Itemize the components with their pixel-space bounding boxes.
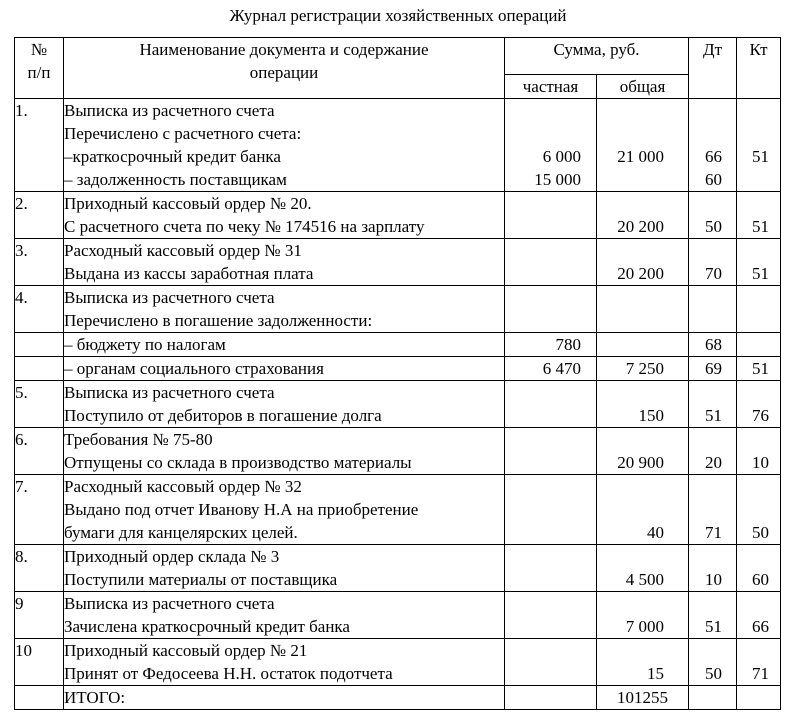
- total-amount-value: 21 000: [617, 147, 664, 166]
- credit-account-value: [737, 286, 780, 309]
- partial-amount-value: [505, 451, 596, 474]
- row-number: [15, 381, 64, 428]
- total-amount: [597, 475, 689, 545]
- row-number: [15, 357, 64, 381]
- description-line: – задолженность поставщикам: [64, 170, 287, 189]
- row-number-value: 6.: [15, 430, 28, 449]
- table-row: [15, 333, 781, 357]
- total-amount: [597, 192, 689, 239]
- debit-account-value: [689, 286, 736, 309]
- description-line: Расходный кассовый ордер № 32: [64, 477, 302, 496]
- total-credit-cell: [737, 686, 781, 710]
- credit-account: [737, 381, 781, 428]
- credit-account-value: [737, 545, 780, 568]
- description-line: – органам социального страхования: [64, 359, 324, 378]
- total-amount-value: 20 900: [617, 453, 664, 472]
- table-row: [15, 192, 781, 239]
- row-number-value: 7.: [15, 477, 28, 496]
- total-num-cell: [15, 686, 64, 710]
- credit-account: [737, 592, 781, 639]
- credit-account: [737, 428, 781, 475]
- row-description: [64, 192, 505, 239]
- total-amount-value: [597, 168, 688, 191]
- row-number: [15, 639, 64, 686]
- total-amount-value: [597, 239, 688, 262]
- total-amount-value: [597, 545, 688, 568]
- total-amount-value: [597, 498, 688, 521]
- header-partial: частная: [505, 75, 597, 99]
- debit-account: [689, 592, 737, 639]
- partial-amount-value: 6 000: [542, 147, 581, 166]
- partial-amount: [505, 545, 597, 592]
- partial-amount: [505, 475, 597, 545]
- description-line: Отпущены со склада в производство материалы: [64, 453, 412, 472]
- header-row: [15, 38, 781, 75]
- debit-account-value: [689, 475, 736, 498]
- credit-account-value: [737, 122, 780, 145]
- row-description: [64, 239, 505, 286]
- partial-amount-value: [505, 192, 596, 215]
- partial-amount-value: [505, 381, 596, 404]
- description-line: Приходный ордер склада № 3: [64, 547, 280, 566]
- total-amount-value: 40: [647, 523, 664, 542]
- partial-amount: [505, 639, 597, 686]
- debit-account: [689, 192, 737, 239]
- total-amount-value: [597, 592, 688, 615]
- credit-account-value: [737, 192, 780, 215]
- credit-account-value: [737, 428, 780, 451]
- row-number-value: 4.: [15, 288, 28, 307]
- partial-amount: [505, 592, 597, 639]
- header-total: общая: [597, 75, 689, 99]
- row-number: [15, 286, 64, 333]
- description-line: Приходный кассовый ордер № 21: [64, 641, 308, 660]
- row-number-value: 2.: [15, 194, 28, 213]
- credit-account: [737, 239, 781, 286]
- partial-amount-value: [505, 262, 596, 285]
- debit-account-value: [689, 639, 736, 662]
- debit-account: [689, 639, 737, 686]
- credit-account: [737, 475, 781, 545]
- total-amount-value: [597, 309, 688, 332]
- credit-account-value: 10: [752, 453, 769, 472]
- debit-account-value: [689, 545, 736, 568]
- partial-amount-value: [505, 592, 596, 615]
- credit-account-value: 51: [752, 359, 769, 378]
- table-row: [15, 357, 781, 381]
- debit-account: [689, 357, 737, 381]
- partial-amount-value: 780: [555, 335, 581, 354]
- total-amount: [597, 239, 689, 286]
- partial-amount: [505, 99, 597, 192]
- description-line: –краткосрочный кредит банка: [64, 147, 281, 166]
- debit-account-value: [689, 498, 736, 521]
- debit-account-value: 51: [705, 617, 722, 636]
- journal-table: [14, 37, 781, 710]
- partial-amount: [505, 286, 597, 333]
- total-amount: [597, 545, 689, 592]
- total-amount-value: 7 000: [625, 617, 664, 636]
- total-amount-value: 7 250: [625, 359, 664, 378]
- debit-account-value: 71: [705, 523, 722, 542]
- debit-account-value: 70: [705, 264, 722, 283]
- credit-account-value: [737, 239, 780, 262]
- description-line: Выписка из расчетного счета: [64, 383, 275, 402]
- total-amount-value: 15: [647, 664, 664, 683]
- total-amount-value: [597, 99, 688, 122]
- total-amount-value: [597, 192, 688, 215]
- debit-account-value: [689, 122, 736, 145]
- description-line: Выдана из кассы заработная плата: [64, 264, 314, 283]
- description-line: – бюджету по налогам: [64, 335, 226, 354]
- credit-account-value: [737, 639, 780, 662]
- table-row: [15, 99, 781, 192]
- total-amount: [597, 381, 689, 428]
- partial-amount-value: [505, 428, 596, 451]
- table-row: [15, 286, 781, 333]
- row-number: [15, 545, 64, 592]
- grand-total: 101255: [597, 686, 689, 710]
- row-description: [64, 99, 505, 192]
- journal-title: Журнал регистрации хозяйственных операций: [229, 6, 567, 25]
- description-line: Поступили материалы от поставщика: [64, 570, 338, 589]
- row-description: [64, 286, 505, 333]
- row-number-value: [15, 333, 63, 356]
- credit-account: [737, 639, 781, 686]
- table-row: [15, 428, 781, 475]
- debit-account: [689, 286, 737, 333]
- row-number: [15, 192, 64, 239]
- row-number-value: 5.: [15, 383, 28, 402]
- row-number-value: 1.: [15, 101, 28, 120]
- total-amount-value: 20 200: [617, 217, 664, 236]
- partial-amount-value: 15 000: [534, 170, 581, 189]
- total-row: [15, 686, 781, 710]
- debit-account-value: 66: [705, 147, 722, 166]
- row-number: [15, 592, 64, 639]
- row-number-value: 3.: [15, 241, 28, 260]
- total-amount-value: [597, 333, 688, 356]
- debit-account: [689, 239, 737, 286]
- debit-account-value: 50: [705, 664, 722, 683]
- total-amount-value: 20 200: [617, 264, 664, 283]
- table-row: [15, 381, 781, 428]
- total-amount: [597, 333, 689, 357]
- total-amount: [597, 592, 689, 639]
- credit-account: [737, 333, 781, 357]
- credit-account: [737, 99, 781, 192]
- row-description: [64, 475, 505, 545]
- description-line: Приходный кассовый ордер № 20.: [64, 194, 312, 213]
- row-number-value: 8.: [15, 547, 28, 566]
- partial-amount: [505, 357, 597, 381]
- row-number: [15, 239, 64, 286]
- row-number-value: 10: [15, 641, 32, 660]
- header-sum: Сумма, руб.: [505, 38, 689, 75]
- header-number: № п/п: [15, 38, 64, 99]
- debit-account-value: 50: [705, 217, 722, 236]
- partial-amount: [505, 239, 597, 286]
- partial-amount-value: [505, 239, 596, 262]
- credit-account-value: 50: [752, 523, 769, 542]
- partial-amount-value: [505, 122, 596, 145]
- table-row: [15, 639, 781, 686]
- credit-account-value: 71: [752, 664, 769, 683]
- header-description: Наименование документа и содержание операции: [64, 38, 505, 99]
- partial-amount: [505, 333, 597, 357]
- table-row: [15, 592, 781, 639]
- partial-amount-value: [505, 404, 596, 427]
- partial-amount: [505, 428, 597, 475]
- partial-amount-value: [505, 498, 596, 521]
- debit-account-value: [689, 592, 736, 615]
- debit-account: [689, 381, 737, 428]
- header-debit: Дт: [689, 38, 737, 99]
- credit-account-value: [737, 475, 780, 498]
- description-line: Выписка из расчетного счета: [64, 101, 275, 120]
- description-line: Выдано под отчет Иванову Н.А на приобретение: [64, 500, 419, 519]
- credit-account: [737, 192, 781, 239]
- partial-amount-value: [505, 99, 596, 122]
- description-line: Требования № 75-80: [64, 430, 213, 449]
- description-line: Выписка из расчетного счета: [64, 288, 275, 307]
- row-description: [64, 357, 505, 381]
- description-line: Выписка из расчетного счета: [64, 594, 275, 613]
- debit-account-value: 51: [705, 406, 722, 425]
- debit-account-value: 69: [705, 359, 722, 378]
- total-amount-value: [597, 286, 688, 309]
- total-amount: [597, 428, 689, 475]
- total-partial-cell: [505, 686, 597, 710]
- credit-account-value: [737, 333, 780, 356]
- credit-account-value: 66: [752, 617, 769, 636]
- description-line: Перечислено в погашение задолженности:: [64, 311, 373, 330]
- total-label: ИТОГО:: [64, 686, 505, 710]
- debit-account-value: [689, 381, 736, 404]
- row-number: [15, 333, 64, 357]
- credit-account-value: 51: [752, 217, 769, 236]
- total-amount: [597, 99, 689, 192]
- table-row: [15, 239, 781, 286]
- description-line: бумаги для канцелярских целей.: [64, 523, 298, 542]
- credit-account-value: 60: [752, 570, 769, 589]
- partial-amount-value: [505, 521, 596, 544]
- debit-account-value: [689, 428, 736, 451]
- row-description: [64, 428, 505, 475]
- partial-amount-value: [505, 662, 596, 685]
- debit-account: [689, 333, 737, 357]
- partial-amount-value: [505, 639, 596, 662]
- row-description: [64, 333, 505, 357]
- credit-account-value: [737, 498, 780, 521]
- total-amount-value: 4 500: [625, 570, 664, 589]
- total-amount-value: [597, 428, 688, 451]
- row-number-value: 9: [15, 594, 24, 613]
- row-number: [15, 428, 64, 475]
- partial-amount: [505, 192, 597, 239]
- partial-amount-value: [505, 475, 596, 498]
- total-amount: [597, 357, 689, 381]
- row-number: [15, 99, 64, 192]
- partial-amount-value: [505, 568, 596, 591]
- credit-account-value: [737, 381, 780, 404]
- description-line: Перечислено с расчетного счета:: [64, 124, 302, 143]
- header-credit: Кт: [737, 38, 781, 99]
- partial-amount: [505, 381, 597, 428]
- total-amount-value: [597, 381, 688, 404]
- debit-account-value: [689, 99, 736, 122]
- debit-account: [689, 475, 737, 545]
- row-description: [64, 545, 505, 592]
- row-description: [64, 381, 505, 428]
- partial-amount-value: [505, 615, 596, 638]
- table-row: [15, 475, 781, 545]
- credit-account: [737, 545, 781, 592]
- total-amount-value: [597, 475, 688, 498]
- total-debit-cell: [689, 686, 737, 710]
- debit-account-value: 68: [705, 335, 722, 354]
- credit-account: [737, 286, 781, 333]
- description-line: Поступило от дебиторов в погашение долга: [64, 406, 382, 425]
- debit-account-value: 60: [705, 170, 722, 189]
- credit-account-value: [737, 99, 780, 122]
- credit-account-value: 76: [752, 406, 769, 425]
- debit-account-value: [689, 239, 736, 262]
- credit-account-value: 51: [752, 264, 769, 283]
- partial-amount-value: [505, 286, 596, 309]
- row-number: [15, 475, 64, 545]
- credit-account-value: [737, 309, 780, 332]
- credit-account-value: [737, 592, 780, 615]
- table-row: [15, 545, 781, 592]
- debit-account-value: 20: [705, 453, 722, 472]
- debit-account-value: [689, 192, 736, 215]
- total-amount-value: 150: [638, 406, 664, 425]
- description-line: Расходный кассовый ордер № 31: [64, 241, 302, 260]
- partial-amount-value: 6 470: [542, 359, 581, 378]
- debit-account: [689, 428, 737, 475]
- credit-account-value: [737, 168, 780, 191]
- row-description: [64, 639, 505, 686]
- debit-account: [689, 545, 737, 592]
- debit-account-value: 10: [705, 570, 722, 589]
- description-line: Зачислена краткосрочный кредит банка: [64, 617, 350, 636]
- total-amount: [597, 639, 689, 686]
- description-line: С расчетного счета по чеку № 174516 на зарплату: [64, 217, 425, 236]
- description-line: Принят от Федосеева Н.Н. остаток подотчета: [64, 664, 393, 683]
- row-number-value: [15, 357, 63, 380]
- debit-account: [689, 99, 737, 192]
- partial-amount-value: [505, 309, 596, 332]
- partial-amount-value: [505, 545, 596, 568]
- debit-account-value: [689, 309, 736, 332]
- total-amount-value: [597, 639, 688, 662]
- credit-account: [737, 357, 781, 381]
- credit-account-value: 51: [752, 147, 769, 166]
- total-amount-value: [597, 122, 688, 145]
- partial-amount-value: [505, 215, 596, 238]
- total-amount: [597, 286, 689, 333]
- row-description: [64, 592, 505, 639]
